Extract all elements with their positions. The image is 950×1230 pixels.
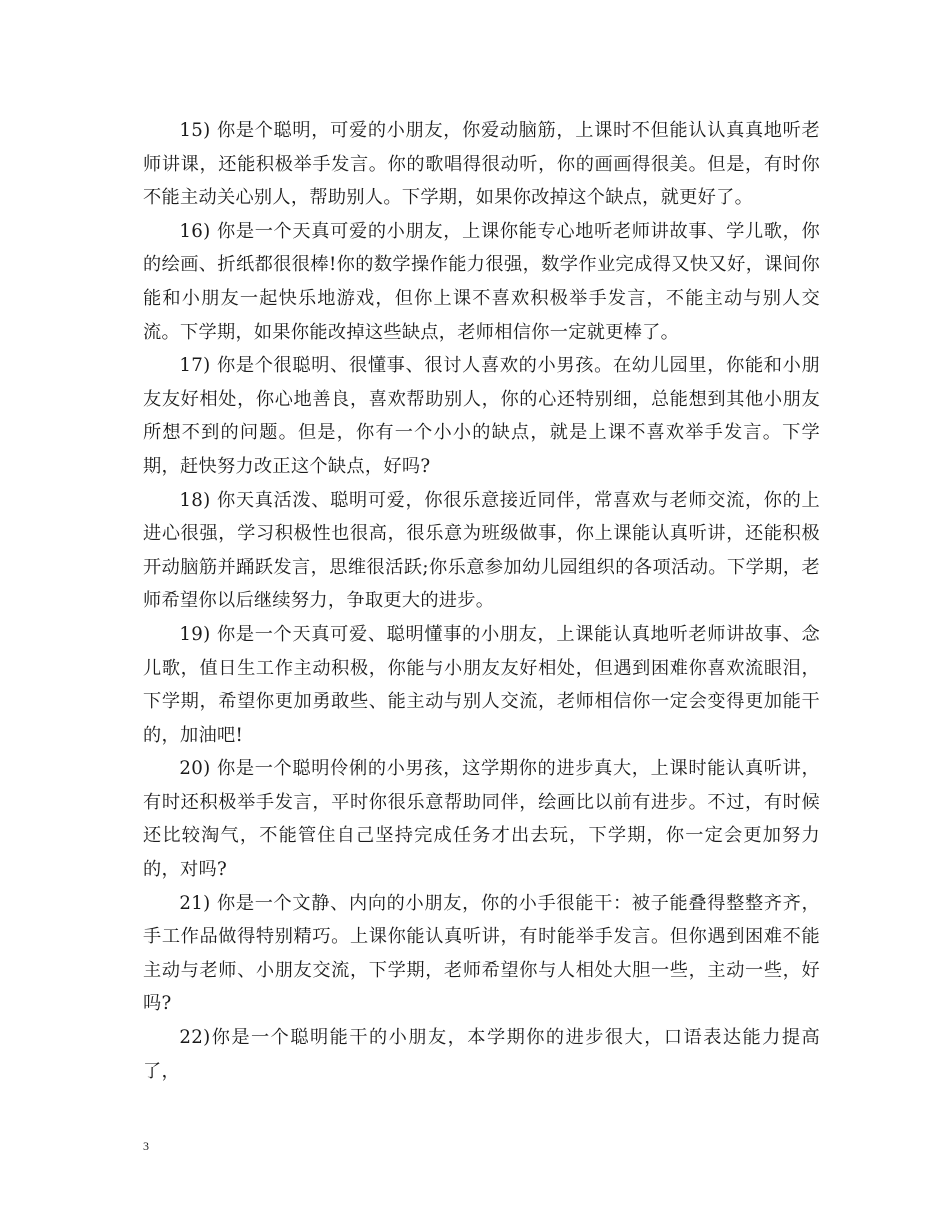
paragraph-16: 16) 你是一个天真可爱的小朋友，上课你能专心地听老师讲故事、学儿歌，你的绘画、折纸都很很棒!你的数学操作能力很强，数学作业完成得又快又好，课间你能和小朋友一起快乐地游戏，但你上课不喜欢积极举手发言，不能主动与别人交流。下学期，如果你能改掉这些缺点，老师相信你一定就更棒了。 xyxy=(143,220,820,343)
page-number: 3 xyxy=(143,1139,149,1153)
document-body xyxy=(143,114,820,1088)
paragraph-15: 15) 你是个聪明，可爱的小朋友，你爱动脑筋，上课时不但能认认真真地听老师讲课，还能积极举手发言。你的歌唱得很动听，你的画画得很美。但是，有时你不能主动关心别人，帮助别人。下学期，如果你改掉这个缺点，就更好了。 xyxy=(143,120,820,209)
paragraph-20: 20) 你是一个聪明伶俐的小男孩，这学期你的进步真大，上课时能认真听讲，有时还积极举手发言，平时你很乐意帮助同伴，绘画比以前有进步。不过，有时候还比较淘气，不能管住自己坚持完成任务才出去玩，下学期，你一定会更加努力的，对吗? xyxy=(143,758,820,881)
paragraph-17: 17) 你是个很聪明、很懂事、很讨人喜欢的小男孩。在幼儿园里，你能和小朋友友好相处，你心地善良，喜欢帮助别人，你的心还特别细，总能想到其他小朋友所想不到的问题。但是，你有一个小小的缺点，就是上课不喜欢举手发言。下学期，赶快努力改正这个缺点，好吗? xyxy=(143,355,820,477)
paragraph-19: 19) 你是一个天真可爱、聪明懂事的小朋友，上课能认真地听老师讲故事、念儿歌，值日生工作主动积极，你能与小朋友友好相处，但遇到困难你喜欢流眼泪，下学期，希望你更加勇敢些、能主动与别人交流，老师相信你一定会变得更加能干的，加油吧! xyxy=(143,623,820,746)
paragraph-21: 21) 你是一个文静、内向的小朋友，你的小手很能干：被子能叠得整整齐齐，手工作品做得特别精巧。上课你能认真听讲，有时能举手发言。但你遇到困难不能主动与老师、小朋友交流，下学期，老师希望你与人相处大胆一些，主动一些，好吗? xyxy=(143,892,820,1015)
paragraph-18: 18) 你天真活泼、聪明可爱，你很乐意接近同伴，常喜欢与老师交流，你的上进心很强，学习积极性也很高，很乐意为班级做事，你上课能认真听讲，还能积极开动脑筋并踊跃发言，思维很活跃;你乐意参加幼儿园组织的各项活动。下学期，老师希望你以后继续努力，争取更大的进步。 xyxy=(143,489,820,612)
paragraph-22: 22)你是一个聪明能干的小朋友，本学期你的进步很大，口语表达能力提高了， xyxy=(143,1027,820,1082)
